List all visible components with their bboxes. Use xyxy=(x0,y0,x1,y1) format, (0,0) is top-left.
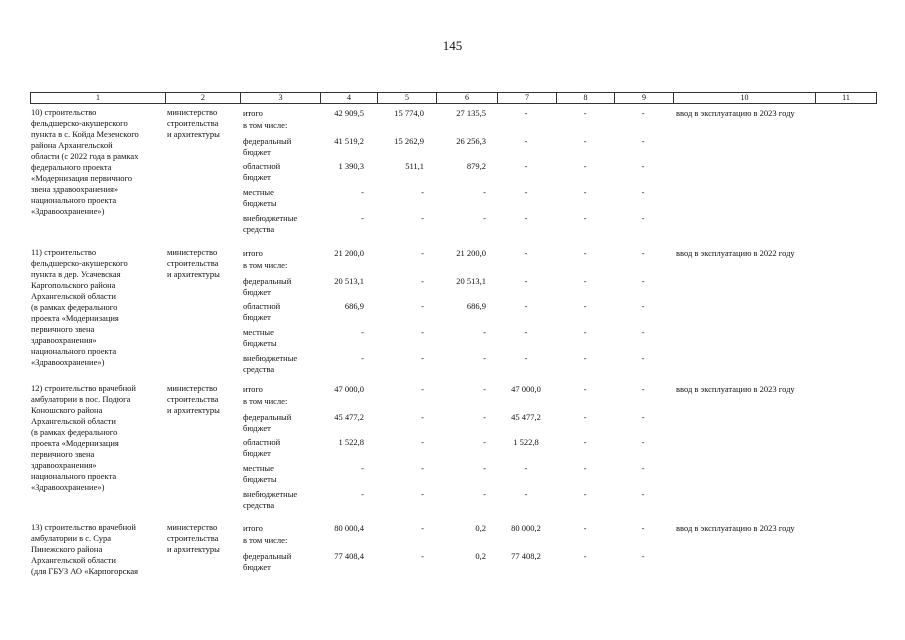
cell-col-4: 42 909,5 xyxy=(334,108,364,118)
cell-col-7: 77 408,2 xyxy=(511,551,541,561)
cell-col-7: - xyxy=(524,276,528,286)
header-col-8: 8 xyxy=(556,93,614,103)
funding-label: в том числе: xyxy=(243,120,288,130)
cell-col-4: - xyxy=(361,187,364,197)
cell-col-5: - xyxy=(421,384,424,394)
cell-col-7: - xyxy=(524,327,528,337)
cell-col-8: - xyxy=(583,187,587,197)
cell-col-9: - xyxy=(641,437,645,447)
cell-col-5: - xyxy=(421,187,424,197)
cell-col-9: - xyxy=(641,213,645,223)
cell-col-5: 511,1 xyxy=(405,161,424,171)
cell-col-4: 21 200,0 xyxy=(334,248,364,258)
cell-col-5: - xyxy=(421,412,424,422)
project-executor: министерство строительства и архитектуры xyxy=(167,522,220,554)
table-header xyxy=(30,92,877,104)
cell-col-8: - xyxy=(583,108,587,118)
cell-col-6: - xyxy=(483,463,486,473)
cell-col-9: - xyxy=(641,301,645,311)
cell-col-9: - xyxy=(641,327,645,337)
cell-col-6: 686,9 xyxy=(466,301,486,311)
cell-col-6: - xyxy=(483,437,486,447)
project-name: 11) строительство фельдшерско-акушерского пункта в дер. Усачевская Каргопольского района Архангельской области (в рамках федерального проекта «Модернизация первичного звена здравоохранения» национального проекта «Здравоохранение») xyxy=(31,247,128,367)
cell-col-4: 1 390,3 xyxy=(338,161,364,171)
cell-col-8: - xyxy=(583,353,587,363)
cell-col-4: - xyxy=(361,213,364,223)
header-col-7: 7 xyxy=(497,93,556,103)
cell-col-6: 20 513,1 xyxy=(456,276,486,286)
funding-label: местные бюджеты xyxy=(243,327,277,348)
project-executor: министерство строительства и архитектуры xyxy=(167,383,220,415)
header-col-1: 1 xyxy=(30,93,165,103)
cell-col-8: - xyxy=(583,213,587,223)
funding-label: итого xyxy=(243,248,263,258)
project-note: ввод в эксплуатацию в 2023 году xyxy=(676,108,795,118)
cell-col-6: - xyxy=(483,187,486,197)
cell-col-4: 41 519,2 xyxy=(334,136,364,146)
funding-label: в том числе: xyxy=(243,260,288,270)
cell-col-8: - xyxy=(583,301,587,311)
cell-col-8: - xyxy=(583,327,587,337)
header-col-10: 10 xyxy=(673,93,815,103)
header-col-6: 6 xyxy=(436,93,497,103)
cell-col-8: - xyxy=(583,136,587,146)
funding-label: внебюджетные средства xyxy=(243,353,298,374)
cell-col-5: - xyxy=(421,213,424,223)
project-name: 10) строительство фельдшерско-акушерского пункта в с. Койда Мезенского района Архангельской области (с 2022 года в рамках федерального проекта «Модернизация первичного звена здравоохранения» национального проекта «Здравоохранение») xyxy=(31,107,139,216)
funding-label: местные бюджеты xyxy=(243,463,277,484)
cell-col-7: - xyxy=(524,213,528,223)
cell-col-5: - xyxy=(421,523,424,533)
cell-col-7: - xyxy=(524,353,528,363)
cell-col-7: 1 522,8 xyxy=(513,437,539,447)
project-name: 12) строительство врачебной амбулатории в пос. Подюга Коношского района Архангельской области (в рамках федерального проекта «Модернизация первичного звена здравоохранения» национального проекта «Здравоохранение») xyxy=(31,383,136,492)
cell-col-9: - xyxy=(641,353,645,363)
cell-col-6: - xyxy=(483,353,486,363)
cell-col-5: - xyxy=(421,463,424,473)
cell-col-9: - xyxy=(641,489,645,499)
cell-col-9: - xyxy=(641,384,645,394)
funding-label: в том числе: xyxy=(243,396,288,406)
header-col-3: 3 xyxy=(240,93,320,103)
cell-col-9: - xyxy=(641,108,645,118)
cell-col-5: - xyxy=(421,276,424,286)
cell-col-8: - xyxy=(583,437,587,447)
funding-label: федеральный бюджет xyxy=(243,136,292,157)
cell-col-4: 80 000,4 xyxy=(334,523,364,533)
cell-col-4: - xyxy=(361,489,364,499)
header-col-2: 2 xyxy=(165,93,240,103)
cell-col-6: 879,2 xyxy=(466,161,486,171)
funding-label: итого xyxy=(243,384,263,394)
cell-col-6: - xyxy=(483,384,486,394)
funding-label: федеральный бюджет xyxy=(243,276,292,297)
cell-col-8: - xyxy=(583,551,587,561)
cell-col-6: 0,2 xyxy=(475,551,486,561)
cell-col-4: 20 513,1 xyxy=(334,276,364,286)
cell-col-9: - xyxy=(641,412,645,422)
cell-col-5: - xyxy=(421,551,424,561)
cell-col-4: 47 000,0 xyxy=(334,384,364,394)
cell-col-9: - xyxy=(641,187,645,197)
funding-label: федеральный бюджет xyxy=(243,551,292,572)
page-number: 145 xyxy=(442,38,463,53)
cell-col-4: 686,9 xyxy=(344,301,364,311)
cell-col-7: - xyxy=(524,463,528,473)
funding-label: в том числе: xyxy=(243,535,288,545)
cell-col-5: - xyxy=(421,437,424,447)
cell-col-7: 45 477,2 xyxy=(511,412,541,422)
cell-col-4: - xyxy=(361,353,364,363)
cell-col-5: - xyxy=(421,353,424,363)
cell-col-6: - xyxy=(483,412,486,422)
cell-col-8: - xyxy=(583,248,587,258)
cell-col-9: - xyxy=(641,161,645,171)
cell-col-7: 80 000,2 xyxy=(511,523,541,533)
cell-col-7: 47 000,0 xyxy=(511,384,541,394)
funding-label: внебюджетные средства xyxy=(243,489,298,510)
cell-col-9: - xyxy=(641,551,645,561)
cell-col-6: 27 135,5 xyxy=(456,108,486,118)
cell-col-6: - xyxy=(483,213,486,223)
cell-col-9: - xyxy=(641,523,645,533)
funding-label: итого xyxy=(243,523,263,533)
funding-label: федеральный бюджет xyxy=(243,412,292,433)
project-note: ввод в эксплуатацию в 2023 году xyxy=(676,384,795,394)
cell-col-6: - xyxy=(483,489,486,499)
project-executor: министерство строительства и архитектуры xyxy=(167,107,220,139)
cell-col-8: - xyxy=(583,489,587,499)
cell-col-4: 45 477,2 xyxy=(334,412,364,422)
cell-col-4: - xyxy=(361,463,364,473)
cell-col-4: - xyxy=(361,327,364,337)
cell-col-5: 15 262,9 xyxy=(394,136,424,146)
project-note: ввод в эксплуатацию в 2022 году xyxy=(676,248,795,258)
funding-label: областной бюджет xyxy=(243,437,281,458)
cell-col-4: 77 408,4 xyxy=(334,551,364,561)
cell-col-5: - xyxy=(421,489,424,499)
cell-col-9: - xyxy=(641,463,645,473)
project-note: ввод в эксплуатацию в 2023 году xyxy=(676,523,795,533)
cell-col-6: 0,2 xyxy=(475,523,486,533)
cell-col-7: - xyxy=(524,108,528,118)
cell-col-8: - xyxy=(583,384,587,394)
funding-label: областной бюджет xyxy=(243,161,281,182)
project-name: 13) строительство врачебной амбулатории в с. Сура Пинежского района Архангельской области (для ГБУЗ АО «Карпогорская xyxy=(31,522,139,576)
cell-col-6: 21 200,0 xyxy=(456,248,486,258)
header-col-9: 9 xyxy=(614,93,673,103)
cell-col-7: - xyxy=(524,136,528,146)
cell-col-7: - xyxy=(524,301,528,311)
funding-label: областной бюджет xyxy=(243,301,281,322)
cell-col-8: - xyxy=(583,161,587,171)
cell-col-7: - xyxy=(524,248,528,258)
header-col-5: 5 xyxy=(377,93,436,103)
cell-col-9: - xyxy=(641,276,645,286)
funding-label: итого xyxy=(243,108,263,118)
funding-label: внебюджетные средства xyxy=(243,213,298,234)
cell-col-5: 15 774,0 xyxy=(394,108,424,118)
cell-col-8: - xyxy=(583,276,587,286)
cell-col-7: - xyxy=(524,489,528,499)
cell-col-7: - xyxy=(524,187,528,197)
cell-col-4: 1 522,8 xyxy=(338,437,364,447)
cell-col-8: - xyxy=(583,463,587,473)
cell-col-7: - xyxy=(524,161,528,171)
cell-col-6: - xyxy=(483,327,486,337)
cell-col-5: - xyxy=(421,301,424,311)
cell-col-8: - xyxy=(583,523,587,533)
project-executor: министерство строительства и архитектуры xyxy=(167,247,220,279)
cell-col-8: - xyxy=(583,412,587,422)
header-col-11: 11 xyxy=(815,93,877,103)
header-col-4: 4 xyxy=(320,93,377,103)
cell-col-9: - xyxy=(641,248,645,258)
cell-col-9: - xyxy=(641,136,645,146)
cell-col-5: - xyxy=(421,327,424,337)
funding-label: местные бюджеты xyxy=(243,187,277,208)
cell-col-5: - xyxy=(421,248,424,258)
cell-col-6: 26 256,3 xyxy=(456,136,486,146)
